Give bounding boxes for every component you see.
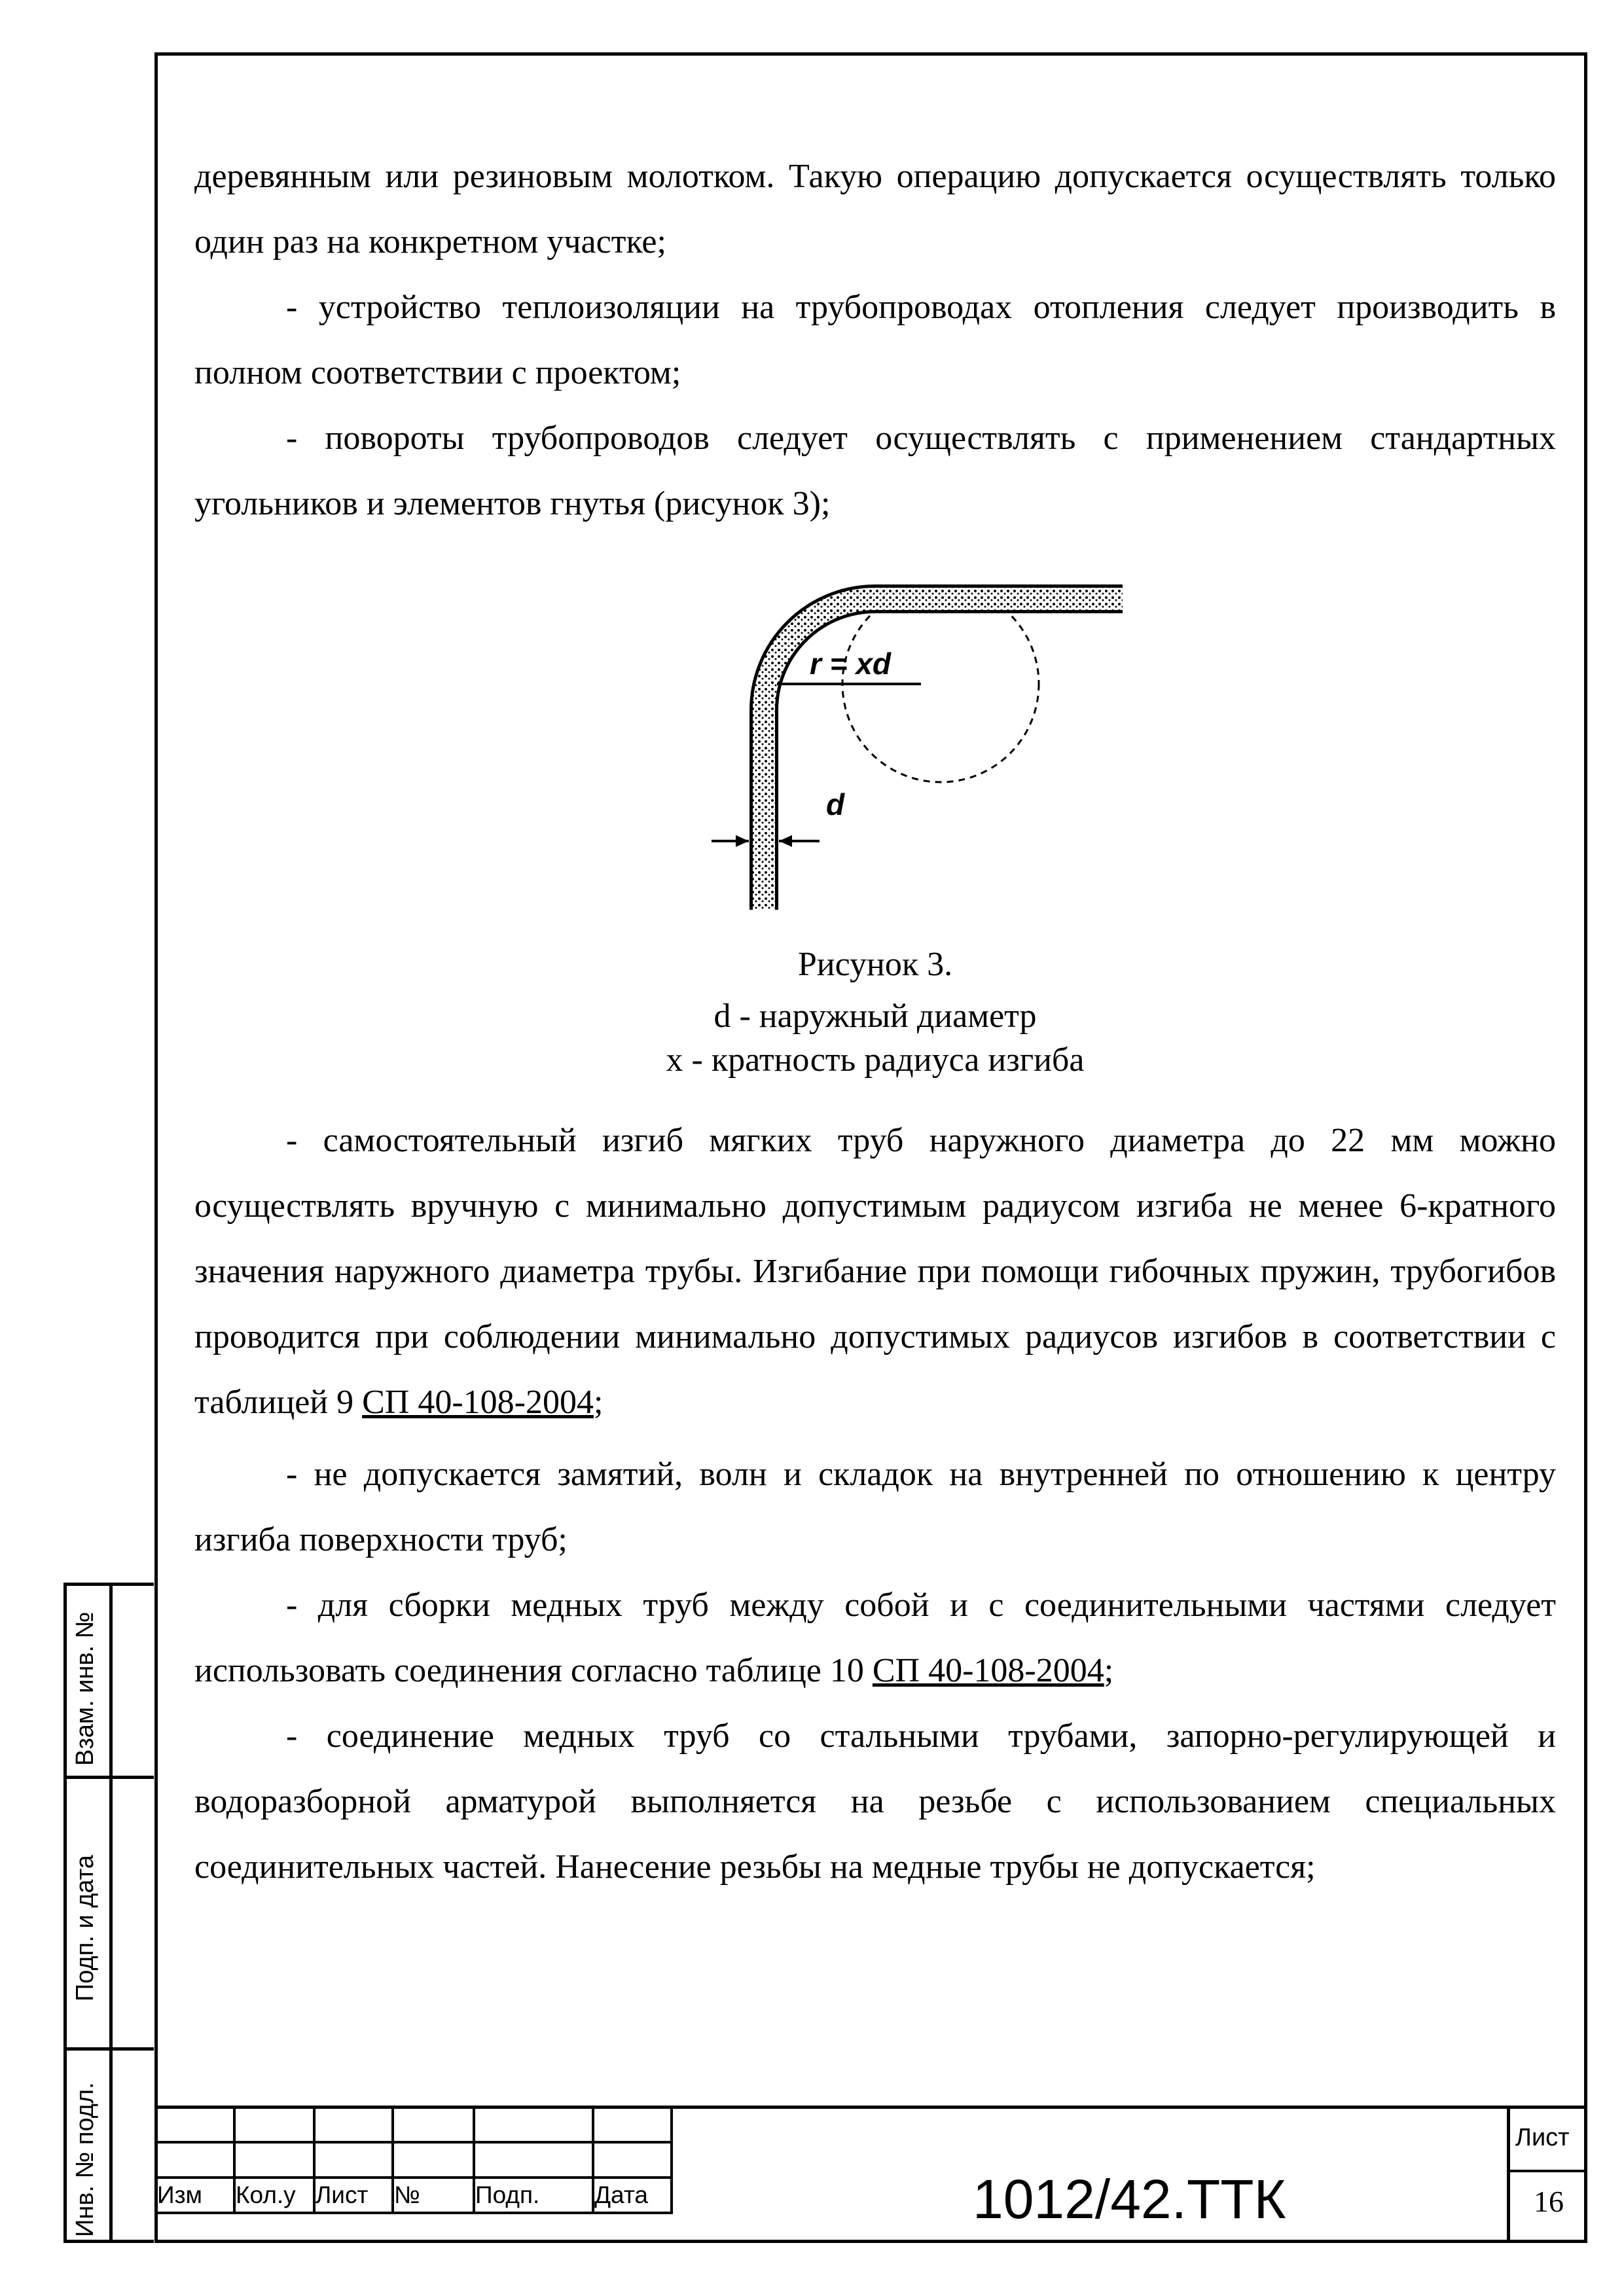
side-divider: [109, 1583, 113, 2243]
diameter-label: d: [826, 787, 845, 821]
side-label-vzam: Взам. инв. №: [71, 1611, 99, 1766]
header-izm: Изм: [156, 2178, 234, 2213]
document-body: [194, 144, 1556, 1900]
header-data: Дата: [593, 2178, 672, 2213]
paragraph-6-text: - для сборки медных труб между собой и с соединительными частями следует использовать соединения согласно таблице 10: [194, 1587, 1556, 1689]
sheet-divider: [1510, 2170, 1587, 2172]
sheet-box: [1507, 2106, 1587, 2243]
paragraph-5: - не допускается замятий, волн и складок на внутренней по отношению к центру изгиба поверхности труб;: [194, 1456, 1556, 1558]
paragraph-2: - устройство теплоизоляции на трубопроводах отопления следует производить в полном соответствии с проектом;: [194, 289, 1556, 391]
sheet-label: Лист: [1515, 2124, 1570, 2151]
paragraph-6-end: ;: [1104, 1652, 1114, 1689]
radius-label: r = xd: [810, 647, 892, 681]
header-list: Лист: [314, 2178, 393, 2213]
title-block: [154, 2106, 1587, 2243]
figure-3: [194, 550, 1556, 916]
paragraph-4-text: - самостоятельный изгиб мягких труб наружного диаметра до 22 мм можно осуществлять вручную с минимально допустимым радиусом изгиба не менее 6-кратного значения наружного диаметра трубы. Изгибание при помощи гибочных пружин, трубогибов проводится при соблюдении минимально допустимых радиусов изгибов в соответствии с таблицей 9: [194, 1122, 1556, 1421]
header-num: №: [393, 2178, 474, 2213]
pipe-body: [764, 599, 1123, 910]
sheet-number: 16: [1534, 2185, 1564, 2218]
figure-caption-line2: x - кратность радиуса изгиба: [666, 1041, 1085, 1079]
side-label-inv: Инв. № подл.: [71, 2082, 99, 2237]
bent-pipe-diagram: [194, 550, 1556, 916]
side-label-podp: Подп. и дата: [71, 1855, 99, 2001]
dim-arrow-right: [779, 835, 792, 847]
revision-table: [154, 2106, 673, 2214]
header-kol: Кол.у: [234, 2178, 314, 2213]
header-podp: Подп.: [474, 2178, 593, 2213]
figure-caption-title: Рисунок 3.: [797, 946, 953, 983]
paragraph-6: [194, 1573, 1556, 1704]
dim-arrow-left: [736, 835, 749, 847]
sp-reference-link[interactable]: СП 40-108-2004: [872, 1652, 1104, 1689]
paragraph-4: [194, 1108, 1556, 1435]
paragraph-1: деревянным или резиновым молотком. Такую операцию допускается осуществлять только один раз на конкретном участке;: [194, 158, 1556, 260]
paragraph-7: - соединение медных труб со стальными трубами, запорно-регулирующей и водоразборной арматурой выполняется на резьбе с использованием специальных соединительных частей. Нанесение резьбы на медные трубы не допускается;: [194, 1717, 1556, 1886]
paragraph-3: - повороты трубопроводов следует осуществлять с применением стандартных угольников и элементов гнутья (рисунок 3);: [194, 420, 1556, 522]
paragraph-4-end: ;: [594, 1384, 604, 1421]
figure-caption-line1: d - наружный диаметр: [713, 997, 1037, 1035]
side-stamp: [63, 1583, 155, 2243]
sp-reference-link[interactable]: СП 40-108-2004: [362, 1384, 594, 1421]
pipe-outline: [764, 599, 1123, 910]
document-code: 1012/42.ТТК: [973, 2168, 1286, 2230]
